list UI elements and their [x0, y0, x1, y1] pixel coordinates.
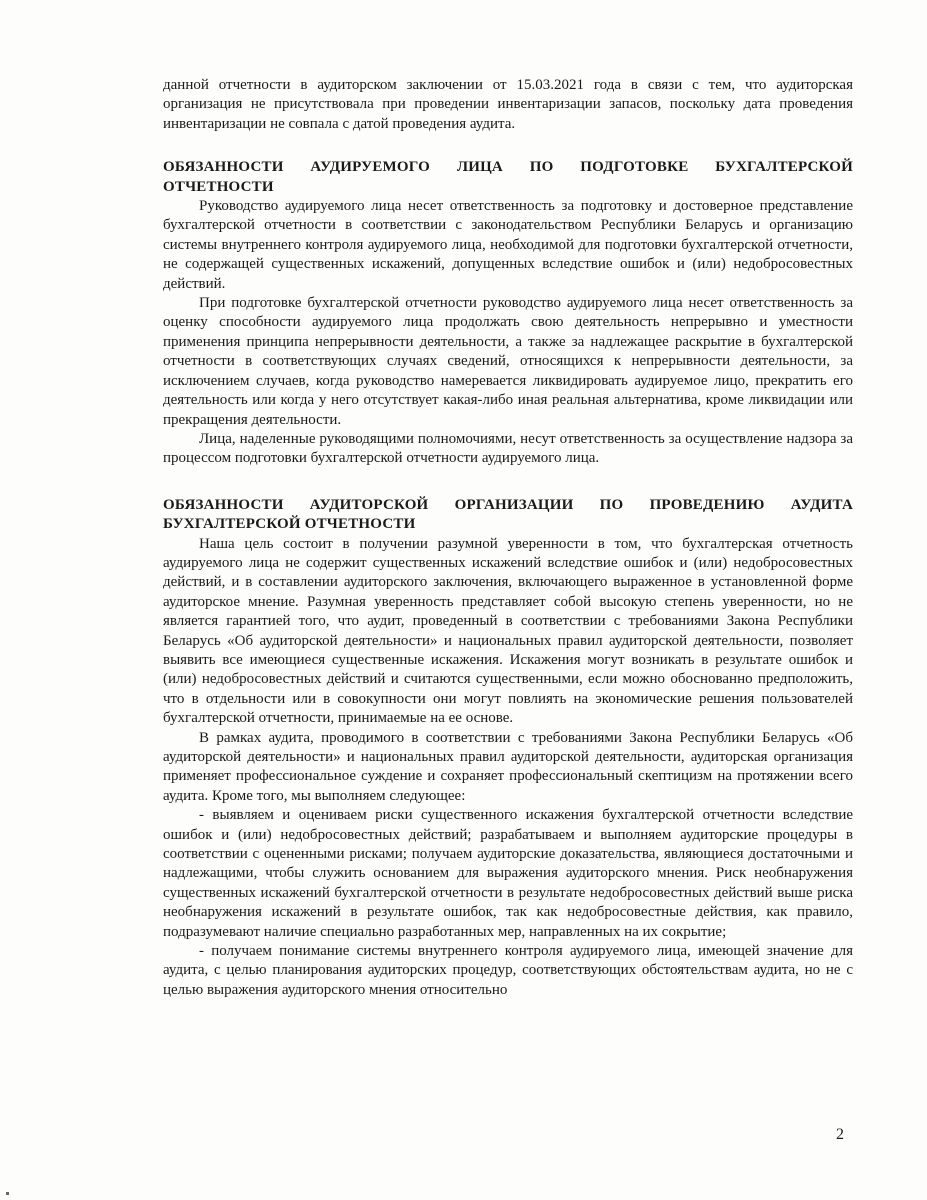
paragraph: При подготовке бухгалтерской отчетности руководство аудируемого лица несет ответственность за оценку способности аудируемого лица продолжать свою деятельность непрерывно и уместности применения принципа непрерывности деятельности, а также за надлежащее раскрытие в бухгалтерской отчетности в соответствующих случаях сведений, относящихся к непрерывности деятельности, за исключением случаев, когда руководство намеревается ликвидировать аудируемое лицо, прекратить его деятельность или когда у него отсутствует какая-либо иная реальная альтернатива, кроме ликвидации или прекращения деятельности. [163, 295, 853, 428]
list-item: - выявляем и оцениваем риски существенного искажения бухгалтерской отчетности вследствие ошибок и (или) недобросовестных действий; разрабатываем и выполняем аудиторские процедуры в соответствии с оцененными рисками; получаем аудиторские доказательства, являющиеся достаточными и надлежащими, чтобы служить основанием для выражения аудиторского мнения. Риск необнаружения существенных искажений бухгалтерской отчетности в результате недобросовестных действий выше риска необнаружения искажений в результате ошибок, так как недобросовестные действия, как правило, подразумевают наличие специально разработанных мер, направленных на их сокрытие; [163, 807, 853, 940]
section-heading-auditee-responsibilities: ОБЯЗАННОСТИ АУДИРУЕМОГО ЛИЦА ПО ПОДГОТОВКЕ БУХГАЛТЕРСКОЙ ОТЧЕТНОСТИ [163, 159, 853, 195]
page-number: 2 [836, 1126, 844, 1143]
spacer [163, 469, 853, 496]
paragraph: Наша цель состоит в получении разумной уверенности в том, что бухгалтерская отчетность аудируемого лица не содержит существенных искажений вследствие ошибок и (или) недобросовестных действий, и в составлении аудиторского заключения, включающего выраженное в установленной форме аудиторское мнение. Разумная уверенность представляет собой высокую степень уверенности, но не является гарантией того, что аудит, проведенный в соответствии с требованиями Закона Республики Беларусь «Об аудиторской деятельности» и национальных правил аудиторской деятельности, позволяет выявить все имеющиеся существенные искажения. Искажения могут возникать в результате ошибок и (или) недобросовестных действий и считаются существенными, если можно обоснованно предположить, что в отдельности или в совокупности они могут повлиять на экономические решения пользователей бухгалтерской отчетности, принимаемые на ее основе. [163, 535, 853, 727]
paragraph: В рамках аудита, проводимого в соответствии с требованиями Закона Республики Беларусь «Об аудиторской деятельности» и национальных правил аудиторской деятельности, аудиторская организация применяет профессиональное суждение и сохраняет профессиональный скептицизм на протяжении всего аудита. Кроме того, мы выполняем следующее: [163, 729, 853, 804]
document-body [163, 76, 853, 1000]
scan-mark [6, 1192, 9, 1195]
section-heading-auditor-responsibilities: ОБЯЗАННОСТИ АУДИТОРСКОЙ ОРГАНИЗАЦИИ ПО ПРОВЕДЕНИЮ АУДИТА БУХГАЛТЕРСКОЙ ОТЧЕТНОСТИ [163, 496, 853, 533]
paragraph-continuation: данной отчетности в аудиторском заключении от 15.03.2021 года в связи с тем, что аудиторская организация не присутствовала при проведении инвентаризации запасов, поскольку дата проведения инвентаризации не совпала с датой проведения аудита. [163, 77, 853, 132]
paragraph: Лица, наделенные руководящими полномочиями, несут ответственность за осуществление надзора за процессом подготовки бухгалтерской отчетности аудируемого лица. [163, 430, 853, 467]
paragraph: Руководство аудируемого лица несет ответственность за подготовку и достоверное представление бухгалтерской отчетности в соответствии с законодательством Республики Беларусь и организацию системы внутреннего контроля аудируемого лица, необходимой для подготовки бухгалтерской отчетности, не содержащей существенных искажений, допущенных вследствие ошибок и (или) недобросовестных действий. [163, 198, 853, 292]
list-item: - получаем понимание системы внутреннего контроля аудируемого лица, имеющей значение для аудита, с целью планирования аудиторских процедур, соответствующих обстоятельствам аудита, но не с целью выражения аудиторского мнения относительно [163, 943, 853, 998]
spacer [163, 134, 853, 158]
